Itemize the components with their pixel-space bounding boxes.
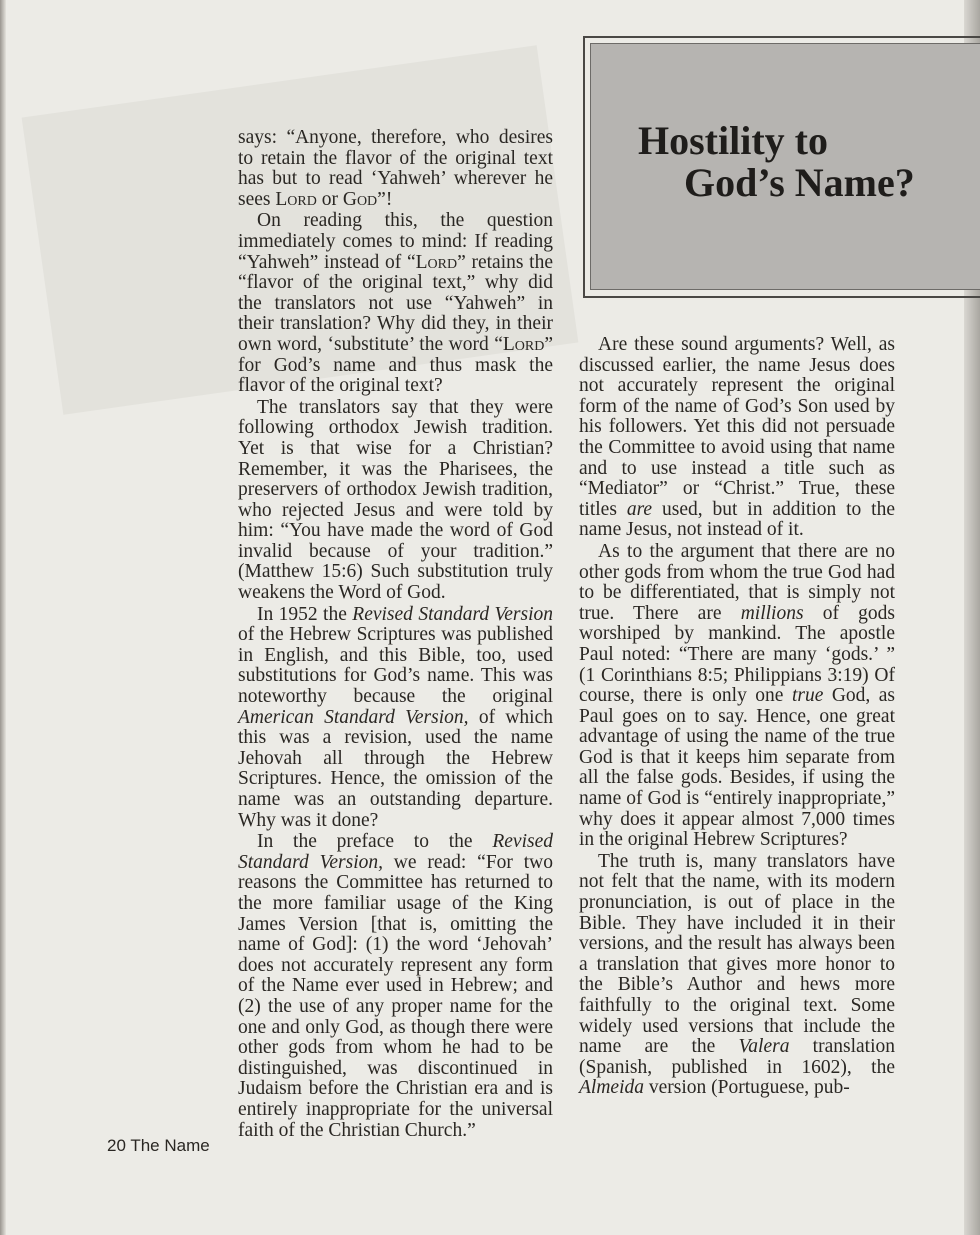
page-number: 20 bbox=[107, 1136, 126, 1155]
right-text-column bbox=[579, 335, 895, 1099]
page-folio bbox=[107, 1136, 210, 1156]
paragraph: In 1952 the Revised Standard Version of the Hebrew Scriptures was published in English, and this Bible, too, used substitutions for God’s name. This was noteworthy because the original American Standard Version, of which this was a revision, used the name Jehovah all through the Hebrew Scriptures. Hence, the omission of the name was an outstanding departure. Why was it done? bbox=[238, 603, 553, 831]
article-title bbox=[638, 120, 915, 204]
paragraph: says: “Anyone, therefore, who desires to retain the flavor of the original text has but to read ‘Yahweh’ wherever he sees Lord or God”! bbox=[238, 127, 553, 210]
running-section: The Name bbox=[130, 1136, 210, 1155]
article-title-line-1: Hostility to bbox=[638, 118, 828, 163]
paragraph: The truth is, many translators have not felt that the name, with its modern pronunciation, is out of place in the Bible. They have included it in their versions, and the result has always been a translation that gives more honor to the Bible’s Author and hews more faithfully to the original text. Some widely used versions that include the name are the Valera translation (Spanish, published in 1602), the Almeida version (Portuguese, pub- bbox=[579, 850, 895, 1099]
article-title-line-2: God’s Name? bbox=[684, 160, 915, 205]
paragraph: The translators say that they were following orthodox Jewish tradition. Yet is that wise for a Christian? Remember, it was the Pharisees, the preservers of orthodox Jewish tradition, who rejected Jesus and were told by him: “You have made the word of God invalid because of your tradition.” (Matthew 15:6) Such substitution truly weakens the Word of God. bbox=[238, 396, 553, 604]
paragraph: On reading this, the question immediately comes to mind: If reading “Yahweh” instead of “Lord” retains the “flavor of the original text,” why did the translators not use “Yahweh” in their translation? Why did they, in their own word, ‘substitute’ the word “Lord” for God’s name and thus mask the flavor of the original text? bbox=[238, 210, 553, 397]
paragraph: As to the argument that there are no other gods from whom the true God had to be differentiated, that is simply not true. There are millions of gods worshiped by mankind. The apostle Paul noted: “There are many ‘gods.’ ” (1 Corinthians 8:5; Philippians 3:19) Of course, there is only one true God, as Paul goes on to say. Hence, one great advantage of using the name of the true God is that it keeps him separate from all the false gods. Besides, if using the name of God is “entirely inappropriate,” why does it appear almost 7,000 times in the original Hebrew Scriptures? bbox=[579, 540, 896, 851]
left-text-column bbox=[238, 128, 553, 1141]
page-gutter-shadow bbox=[0, 0, 6, 1235]
paragraph: Are these sound arguments? Well, as discussed earlier, the name Jesus does not accurately represent the original form of the name of God’s Son used by his followers. Yet this did not persuade the Committee to avoid using that name and to use instead a title such as “Mediator” or “Christ.” True, these titles are used, but in addition to the name Jesus, not instead of it. bbox=[579, 334, 896, 541]
paragraph: In the preface to the Revised Standard Version, we read: “For two reasons the Committee has returned to the more familiar usage of the King James Version [that is, omitting the name of God]: (1) the word ‘Jehovah’ does not accurately represent any form of the Name ever used in Hebrew; and (2) the use of any proper name for the one and only God, as though there were other gods from whom he had to be distinguished, was discontinued in Judaism before the Christian era and is entirely inappropriate for the universal faith of the Christian Church.” bbox=[238, 831, 553, 1141]
